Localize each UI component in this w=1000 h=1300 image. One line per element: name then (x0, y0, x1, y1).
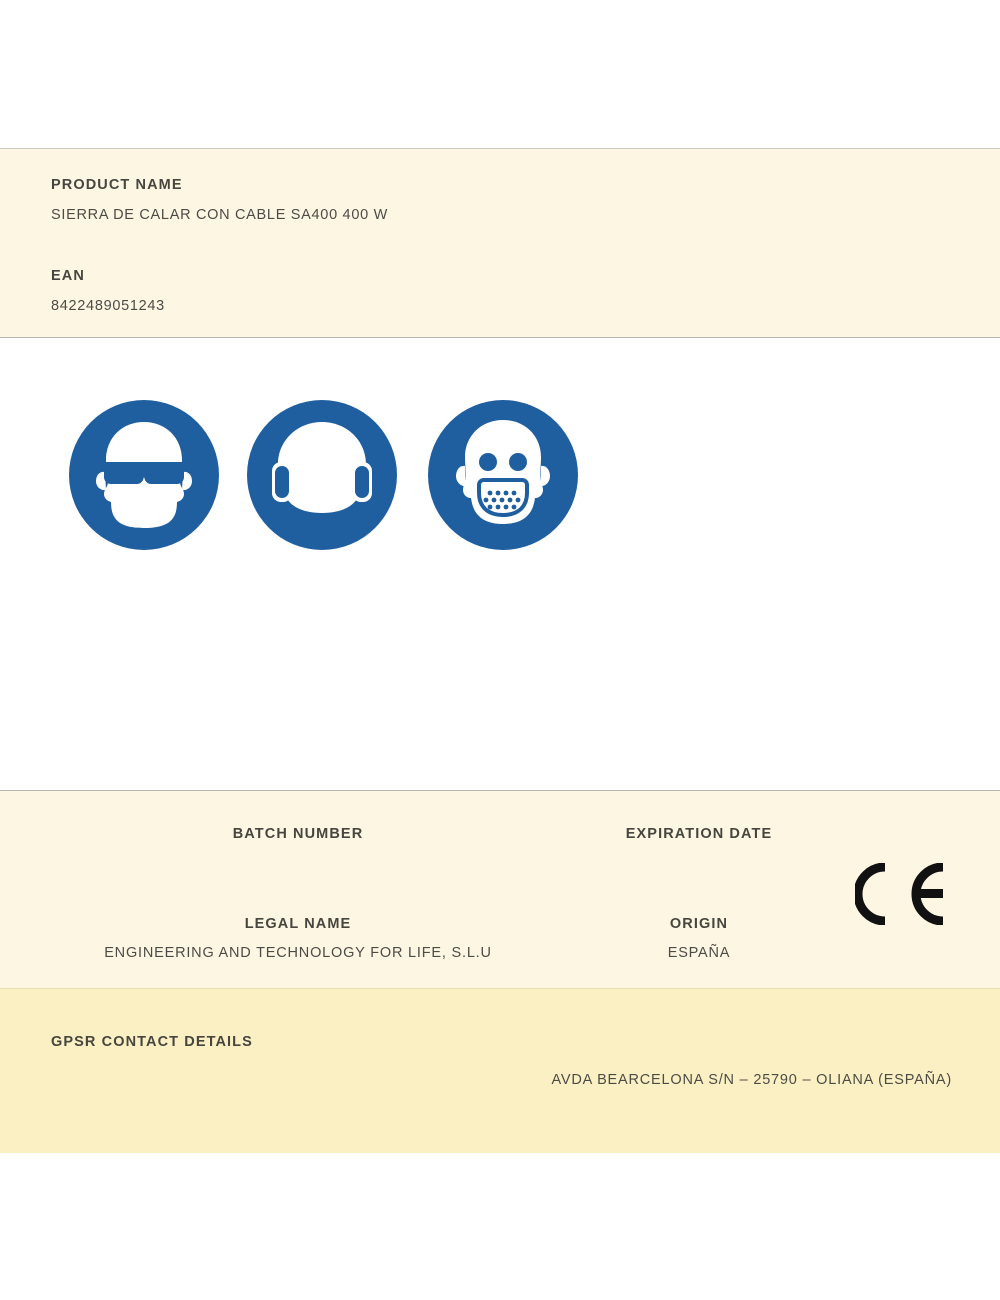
product-info-block (0, 148, 1000, 338)
wear-ear-protection-icon (247, 400, 397, 550)
wear-respiratory-protection-icon (428, 400, 578, 550)
gpsr-contact-band (0, 988, 1000, 1153)
ce-mark-icon (855, 863, 955, 925)
ean-value: 8422489051243 (51, 298, 165, 314)
expiration-date-label: EXPIRATION DATE (625, 826, 773, 842)
traceability-band (0, 790, 1000, 988)
gpsr-contact-label: GPSR CONTACT DETAILS (51, 1034, 253, 1050)
product-name-value: SIERRA DE CALAR CON CABLE SA400 400 W (51, 207, 388, 223)
origin-label: ORIGIN (669, 916, 729, 932)
batch-number-label: BATCH NUMBER (232, 826, 364, 842)
gpsr-contact-value: AVDA BEARCELONA S/N – 25790 – OLIANA (ESPAÑA) (551, 1072, 952, 1088)
wear-eye-protection-icon (69, 400, 219, 550)
product-name-label: PRODUCT NAME (51, 177, 183, 193)
ean-label: EAN (51, 268, 85, 284)
pictogram-band (0, 338, 1000, 790)
legal-name-label: LEGAL NAME (244, 916, 352, 932)
legal-name-value: ENGINEERING AND TECHNOLOGY FOR LIFE, S.L.U (104, 945, 492, 961)
origin-value: ESPAÑA (667, 945, 731, 961)
